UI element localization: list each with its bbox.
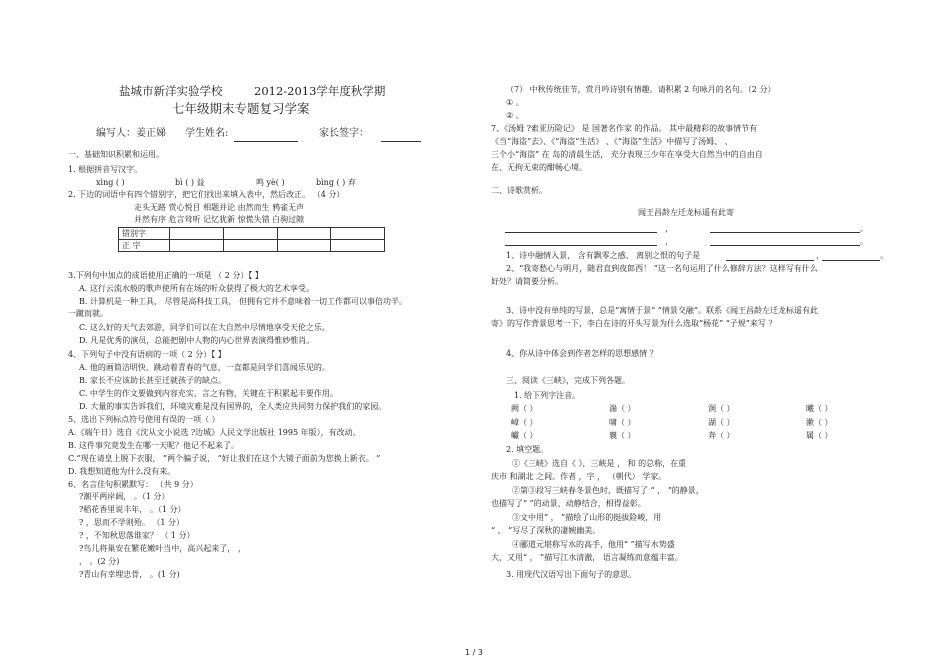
poem-q1-blank-1[interactable] [726,260,814,261]
q6-item-3: ? ，思而不学则殆。 （1 分） [79,518,185,527]
section-3-heading: 三、阅读《三峡》，完成下列各题。 [506,376,630,385]
poem-title: 闻王昌龄左迁龙标遥有此寄 [638,208,734,217]
poem-period-1: 。 [860,224,868,233]
poem-q1-blank-2[interactable] [822,260,880,261]
correct-cell[interactable] [170,240,224,252]
poem-q2-line-2: 好处？请简要分析。 [491,277,563,286]
reading-q2: 2. 填空题。 [506,445,549,454]
parent-sign-label: 家长签字： [319,128,369,139]
q6-item-4: ? ，不知秋思落谁家？ （ 1 分） [79,531,195,540]
pinyin-item: 漱（ ） [806,418,833,427]
poem-q1-period: 。 [880,251,888,260]
q5-option-c: C.“现在请皇上脱下衣服， ”两个骗子说， “好让我们在这个大镜子面前为您换上新衣。 ” [68,454,381,463]
reading-q2-line-7: ④郦道元堪称写水的高手，他用“ ”描写水势盛 [512,540,675,549]
pinyin-1: xìng ( ) [96,178,125,187]
reading-q2-line-3: ②第③段写三峡春冬景色时，既描写了 “ ， ”的静景， [512,486,704,495]
pinyin-item: 湖（ ） [708,418,735,427]
word-list-1: 走头无路 赏心悦目 相题并论 由然而生 鸦雀无声 [134,203,305,212]
poem-line-1b[interactable] [710,232,860,233]
question-8-line-1: 7、《汤姆 ?索亚历险记》 是 国著名作家 的作品。 其中最精彩的故事情节有 [491,124,758,133]
pinyin-item: 嶂（ ） [511,418,538,427]
poem-q1: 1、诗中融情入景， 含有飘零之感、 离别之恨的句子是 [506,251,701,260]
q7-line-1: ① 。 [506,98,524,107]
typo-row-label: 错别字 [119,228,170,240]
q3-option-c: C. 这么好的天气去郊游，同学们可以在大自然中尽情地享受天伦之乐。 [79,323,330,332]
typo-cell[interactable] [277,228,331,240]
student-name-field[interactable] [234,141,298,142]
pinyin-item: 涧（ ） [708,404,735,413]
q6-item-5: ?鸟儿将巢安在繁花嫩叶当中，高兴起来了， ， [79,544,246,553]
question-6: 6、名言佳句积累默写： （共 9 分） [68,480,198,489]
q3-option-b: B. 计算机是一种工具， 尽管是高科技工具， 但拥有它并不意味着一切工作都可以事倍功半。 [79,297,408,306]
pinyin-4: bìng ( ) 弃 [316,178,356,187]
poem-line-2b[interactable] [710,245,860,246]
typo-cell[interactable] [223,228,277,240]
q4-option-d: D. 大量的事实告诉我们，环境灾难是没有国界的，全人类应共同努力保护我们的家园。 [79,402,387,411]
q3-option-b-cont: 一蹴而就。 [68,309,108,318]
pinyin-item: 曦（ ） [806,404,833,413]
term-label: 2012-2013学年度秋学期 [254,84,386,98]
q4-option-b: B. 家长不应该助长甚至迁就孩子的缺点。 [79,376,226,385]
q3-option-a: A. 这行云流水般的歌声使所有在场的听众获得了极大的艺术享受。 [79,284,314,293]
section-1-heading: 一、基础知识积累和运用。 [68,150,164,159]
reading-q3: 3. 用现代汉语写出下面句子的意思。 [506,570,637,579]
reading-q1: 1. 给下列字注音。 [514,391,581,400]
poem-comma-2: ， [665,237,673,246]
student-name-label: 学生姓名: [185,128,229,139]
q3-option-d: D. 凡是优秀的演员，总能把剧中人物的内心世界表演得惟妙惟肖。 [79,336,315,345]
poem-line-1a[interactable] [505,232,657,233]
q5-option-b: B. 这件事究竟发生在哪一天呢？他记不起来了。 [68,441,239,450]
pinyin-item: 湍（ ） [609,404,636,413]
q4-option-c: C. 中学生的作文要做到内容充实，言之有物，关键在于积累起丰要作用。 [79,389,338,398]
pinyin-item: 啸（ ） [609,418,636,427]
typo-cell[interactable] [331,228,385,240]
question-8-line-2: 《当“海盗”去》、《“海盗”生活》 、《“海盗”生活》中描写了汤姆、 、 [491,137,733,146]
poem-q3-line-2: 寄》的写作背景思考一下，李白在诗的开头写景为什么选取“杨花” “子规”来写 ？ [491,319,777,328]
question-2: 2. 下边的词语中有四个错别字，把它们找出来填入表中，然后改正。 （4 分） [68,190,345,199]
pinyin-item: 奔（ ） [708,431,735,440]
question-1: 1. 根据拼音写汉字。 [68,165,143,174]
correct-row-label: 正 字 [119,240,170,252]
q6-item-7: ?青山有幸埋忠骨， 。(1 分) [79,570,180,579]
q5-option-a: A.《端午日》选自《沈从文小说选 ?边城》人民文学出版社 1995 年版），有改动。 [68,428,361,437]
pinyin-item: 襄（ ） [609,431,636,440]
word-list-2: 并然有序 危言耸听 记忆犹新 惊慌失错 白驹过隙 [134,215,305,224]
correct-cell[interactable] [223,240,277,252]
pinyin-item: 巘（ ） [511,431,538,440]
pinyin-3: 鸣 yè( ) [256,178,285,187]
page-title: 七年级期末专题复习学案 [172,101,310,116]
q7-line-2: ② 。 [506,111,524,120]
poem-q2-line-1: 2、“我寄愁心与明月，随君直到夜郎西！ ”这一名句运用了什么修辞方法？这样写有什么 [506,264,818,273]
poem-line-2a[interactable] [505,245,657,246]
reading-q2-line-6: “ ， ”写尽了深秋的凄婉幽美。 [491,526,601,535]
q6-item-6: ， 。(2 分) [79,557,120,566]
question-5: 5、选出下列标点符号使用有误的一项（ ） [68,415,220,424]
typo-cell[interactable] [170,228,224,240]
school-name: 盐城市新洋实验学校 [119,84,223,98]
correct-cell[interactable] [331,240,385,252]
poem-q1-comma: ， [816,251,824,260]
author-label: 编写人：姜正娣 [96,128,166,139]
pinyin-item: 阙（ ） [511,404,538,413]
typo-table [118,227,385,252]
section-2-heading: 二、诗歌赏析。 [491,186,547,195]
reading-q2-line-5: ③文中用“ ， ”描绘了山形的挺拔险峻，用 [512,513,662,522]
reading-q2-line-8: 大，又用“ ， ”描写江水清澈， 语言凝练而意蕴丰富。 [491,553,683,562]
q6-item-1: ?潮平两岸阔， 。（1 分） [79,492,170,501]
page-number: 1 / 3 [465,648,483,657]
q5-option-d: D. 我想知道他为什么没有来。 [68,467,176,476]
question-3: 3.下列句中加点的成语使用正确的一项是 （ 2 分）【 】 [68,271,263,280]
poem-comma-1: ， [665,224,673,233]
question-4: 4、下列句子中没有语病的一项（ 2 分）【 】 [68,350,226,359]
question-8-line-4: 在、无拘无束的酣畅心境。 [491,163,587,172]
poem-q4: 4、你从诗中体会到作者怎样的思想感情 ？ [506,349,658,358]
q4-option-a: A. 他的画简洁明快，跳动着青春的气息，一直都是同学们喜闻乐见的。 [79,363,330,372]
reading-q2-line-2: 庆市 和湖北 之间。作者 ，字 ， （朝代） 学家。 [491,472,667,481]
correct-cell[interactable] [277,240,331,252]
question-8-line-3: 三个小“海盗” 在 岛的清晨生活， 充分表现三少年在享受大自然当中的自由自 [491,150,763,159]
parent-sign-field[interactable] [381,141,421,142]
poem-q3-line-1: 3、诗中没有单纯的写景，总是“寓情于景” “情景交融”。联系《闻王昌龄左迁龙标遥有此 [506,306,818,315]
poem-period-2: 。 [860,237,868,246]
question-7: （7） 中秋传统佳节，赏月吟诗别有情趣。请积累 2 句咏月的名句。（2 分） [506,85,776,94]
reading-q2-line-4: 也描写了“ ”的动景，动静结合，相得益彰。 [491,499,646,508]
pinyin-item: 属（ ） [806,431,833,440]
reading-q2-line-1: ①《三峡》选自《 》，三峡是 ， 和 的总称，在重 [512,459,687,468]
pinyin-2: bì ( ) 益 [175,178,205,187]
q6-item-2: ?稻花香里说丰年， 。（1 分） [79,505,186,514]
